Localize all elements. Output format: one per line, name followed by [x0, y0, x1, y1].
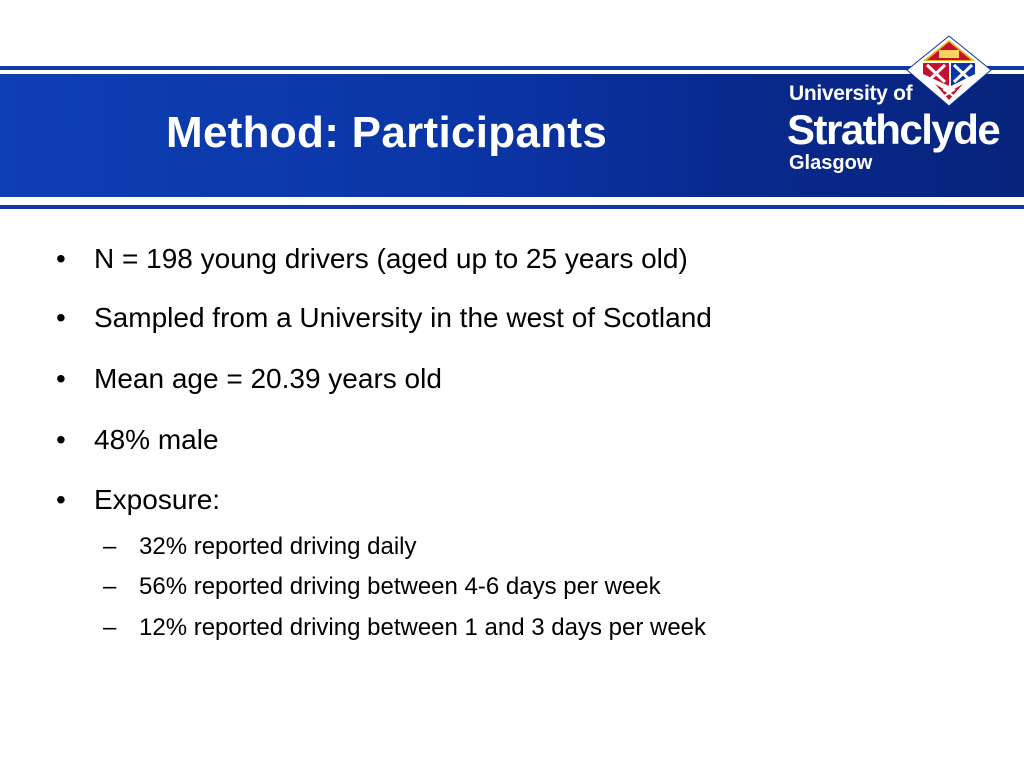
bullet-marker: • — [56, 484, 66, 515]
sub-bullet-text: 12% reported driving between 1 and 3 days per week — [139, 614, 707, 641]
bullet-text: N = 198 young drivers (aged up to 25 years old) — [94, 243, 688, 274]
logo-strathclyde: Strathclyde — [787, 106, 1000, 153]
bullet-text: Mean age = 20.39 years old — [94, 363, 442, 394]
header-rule-top — [0, 66, 1024, 70]
sub-bullet-marker: – — [103, 614, 117, 641]
bullet-marker: • — [56, 363, 66, 394]
sub-bullet-marker: – — [103, 533, 117, 560]
slide-title: Method: Participants — [166, 108, 608, 157]
bullet-text: Exposure: — [94, 484, 221, 515]
sub-bullet-text: 56% reported driving between 4-6 days per week — [139, 573, 661, 600]
university-crest-icon — [905, 34, 993, 108]
bullet-marker: • — [56, 424, 66, 455]
header-rule-bottom — [0, 205, 1024, 209]
bullet-marker: • — [56, 302, 66, 333]
sub-bullet-marker: – — [103, 573, 117, 600]
bullet-text: Sampled from a University in the west of Scotland — [94, 302, 712, 333]
bullet-marker: • — [56, 243, 66, 274]
sub-bullet-text: 32% reported driving daily — [139, 533, 417, 560]
logo-university-of: University of — [789, 82, 913, 105]
bullet-text: 48% male — [94, 424, 219, 455]
logo-glasgow: Glasgow — [789, 152, 873, 174]
